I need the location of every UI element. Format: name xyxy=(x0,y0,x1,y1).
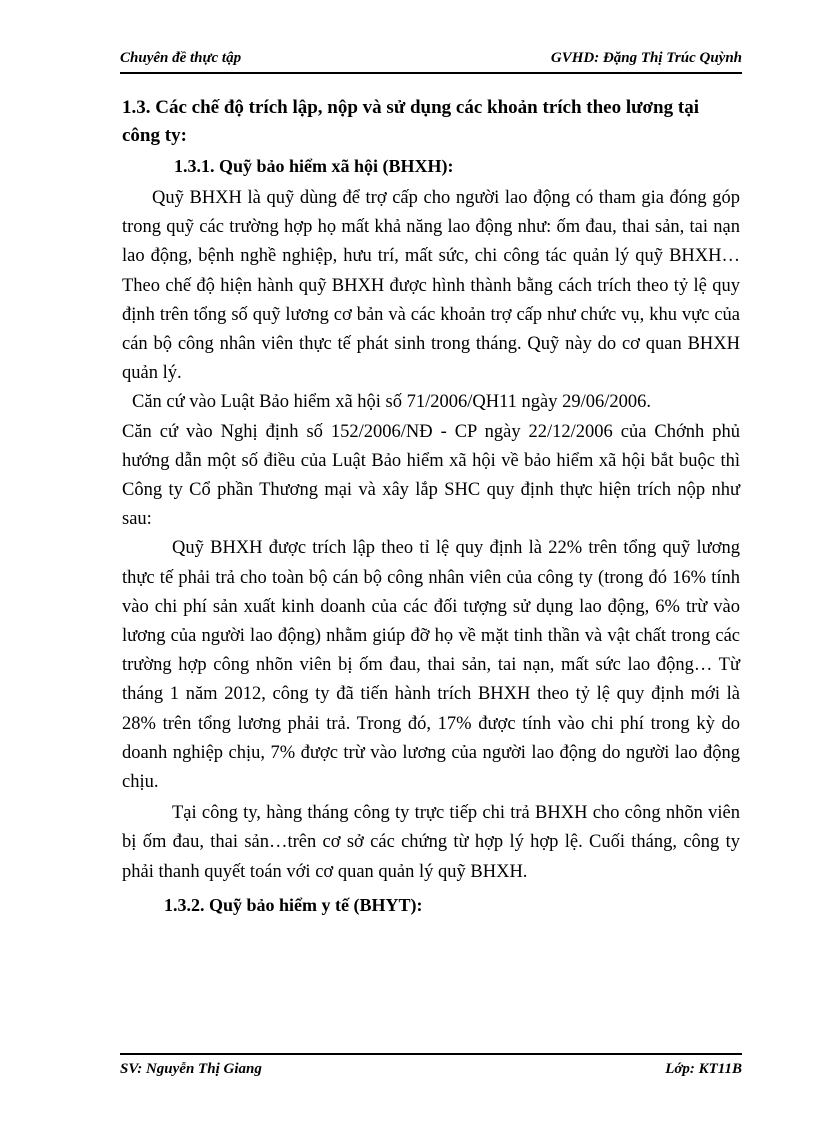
page-body xyxy=(122,94,740,923)
paragraph-bhxh-definition: Quỹ BHXH là quỹ dùng để trợ cấp cho người lao động có tham gia đóng góp trong quỹ các trường hợp họ mất khả năng lao động như: ốm đau, thai sản, tai nạn lao động, bệnh nghề nghiệp, hưu trí, mất sức, chi công tác quản lý quỹ BHXH… Theo chế độ hiện hành quỹ BHXH được hình thành bằng cách trích theo tỷ lệ quy định trên tổng số quỹ lương cơ bản và các khoản trợ cấp như chức vụ, khu vực của cán bộ công nhân viên thực tế phát sinh trong tháng. Quỹ này do cơ quan BHXH quản lý. xyxy=(122,188,740,384)
paragraph-legal-basis-law: Căn cứ vào Luật Bảo hiểm xã hội số 71/2006/QH11 ngày 29/06/2006. xyxy=(132,392,652,413)
subsection-title-bhxh: 1.3.1. Quỹ bảo hiểm xã hội (BHXH): xyxy=(174,156,454,176)
paragraph-bhxh-payment: Tại công ty, hàng tháng công ty trực tiếp chi trả BHXH cho công nhõn viên bị ốm đau, thai sản…trên cơ sở các chứng từ hợp lý hợp lệ. Cuối tháng, công ty phải thanh quyết toán với cơ quan quản lý quỹ BHXH. xyxy=(122,803,740,882)
header-topic: Chuyên đề thực tập xyxy=(120,50,242,66)
footer-student: SV: Nguyễn Thị Giang xyxy=(120,1061,262,1077)
paragraph-legal-basis-decree: Căn cứ vào Nghị định số 152/2006/NĐ - CP ngày 22/12/2006 của Chớnh phủ hướng dẫn một số điều của Luật Bảo hiểm xã hội về bảo hiểm xã hội bắt buộc thì Công ty Cổ phần Thương mại và xây lắp SHC quy định thực hiện trích nộp như sau: xyxy=(122,421,740,530)
page-header xyxy=(120,50,742,74)
page-footer xyxy=(120,1053,742,1079)
section-title: 1.3. Các chế độ trích lập, nộp và sử dụng các khoản trích theo lương tại công ty: xyxy=(122,97,699,146)
footer-class: Lớp: KT11B xyxy=(665,1061,742,1077)
header-supervisor: GVHD: Đặng Thị Trúc Quỳnh xyxy=(550,50,742,66)
paragraph-bhxh-rates: Quỹ BHXH được trích lập theo tỉ lệ quy định là 22% trên tổng quỹ lương thực tế phải trả cho toàn bộ cán bộ công nhân viên của công ty (trong đó 16% tính vào chi phí sản xuất kinh doanh của các đối tượng sử dụng lao động, 6% trừ vào lương của người lao động) nhằm giúp đỡ họ về mặt tinh thần và vật chất trong các trường hợp công nhõn viên bị ốm đau, thai sản, tai nạn, mất sức lao động… Từ tháng 1 năm 2012, công ty đã tiến hành trích BHXH theo tỷ lệ quy định mới là 28% trên tổng lương phải trả. Trong đó, 17% được tính vào chi phí trong kỳ do doanh nghiệp chịu, 7% được trừ vào lương của người lao động do người lao động chịu. xyxy=(122,538,740,793)
subsection-title-bhyt: 1.3.2. Quỹ bảo hiểm y tế (BHYT): xyxy=(164,894,423,915)
